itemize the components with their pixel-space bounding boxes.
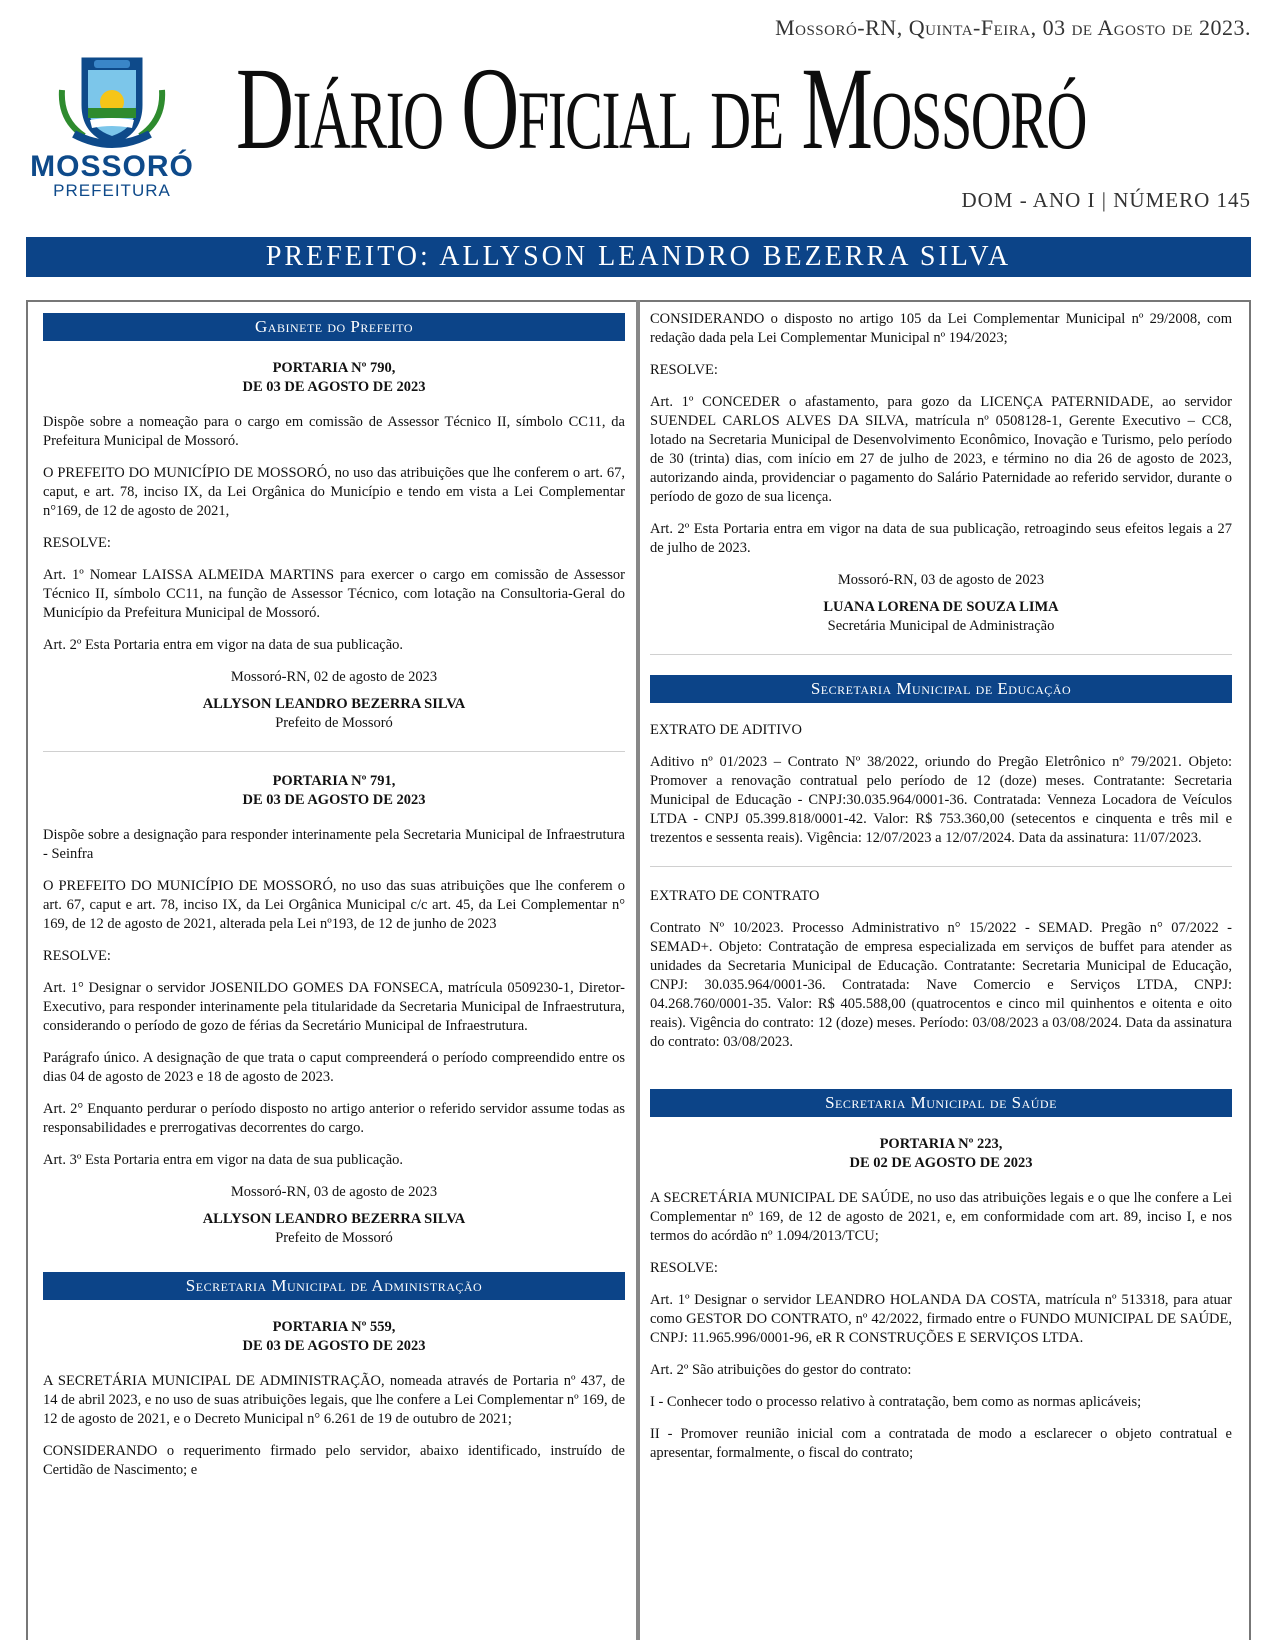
masthead-title: Diário Oficial de Mossoró <box>236 43 1086 174</box>
column-divider <box>636 300 640 1640</box>
portaria-791-role: Prefeito de Mossoró <box>275 1230 393 1246</box>
portaria-559-place-date: Mossoró-RN, 03 de agosto de 2023 <box>837 572 1045 588</box>
portaria-223-item-i: I - Conhecer todo o processo relativo à contratação, bem como as normas aplicáveis; <box>650 1394 1142 1410</box>
extrato-contrato-body: Contrato Nº 10/2023. Processo Administrativo n° 15/2022 - SEMAD. Pregão n° 07/2022 - SEMAD+. Objeto: Contratação de empresa especializada em serviços de buffet para atender as unidades da Secretaria Municipal de Educação. Contratante: Secretaria Municipal de Educação, CNPJ: 30.035.964/0001-36. Contratada: Nave Comercio e Serviços LTDA, CNPJ: 04.268.760/0001-35. Valor: R$ 405.588,00 (quatrocentos e cinco mil quinhentos e oitenta e oito reais). Vigência do contrato: 12 (doze) meses. Período: 03/08/2023 a 03/08/2024. Data da assinatura do contrato: 03/08/2023. <box>650 920 1232 1050</box>
section-header-saude: Secretaria Municipal de Saúde <box>650 1089 1232 1117</box>
portaria-791-place-date: Mossoró-RN, 03 de agosto de 2023 <box>230 1184 438 1200</box>
dateline: Mossoró-RN, Quinta-Feira, 03 de Agosto de 2023. <box>775 15 1251 40</box>
portaria-790-preamble: O PREFEITO DO MUNICÍPIO DE MOSSORÓ, no uso das atribuições que lhe conferem o art. 67, caput, e art. 78, inciso IX, da Lei Orgânica do Município e tendo em vista a Lei Complementar n°169, de 12 de agosto de 2021, <box>43 465 625 519</box>
separator <box>650 866 1232 867</box>
extrato-contrato-title: EXTRATO DE CONTRATO <box>650 888 820 904</box>
section-header-administracao: Secretaria Municipal de Administração <box>43 1272 625 1300</box>
portaria-791-date: DE 03 DE AGOSTO DE 2023 <box>242 792 426 808</box>
portaria-791-signer: ALLYSON LEANDRO BEZERRA SILVA <box>202 1211 466 1227</box>
portaria-223-number: PORTARIA Nº 223, <box>879 1136 1003 1152</box>
portaria-559-considerando-1: CONSIDERANDO o requerimento firmado pelo servidor, abaixo identificado, instruído de Certidão de Nascimento; e <box>43 1443 625 1478</box>
portaria-791-art1: Art. 1° Designar o servidor JOSENILDO GOMES DA FONSECA, matrícula 0509230-1, Diretor-Executivo, para responder interinamente pela titularidade da Secretaria Municipal de Infraestrutura, considerando o período de gozo de férias da Secretário Municipal de Infraestrutura. <box>43 980 625 1034</box>
portaria-790-resolve: RESOLVE: <box>43 535 111 551</box>
separator <box>650 654 1232 655</box>
prefeitura-logo <box>22 50 202 210</box>
portaria-223-date: DE 02 DE AGOSTO DE 2023 <box>849 1155 1033 1171</box>
left-column <box>43 313 625 1493</box>
portaria-559-resolve: RESOLVE: <box>650 362 718 378</box>
mayor-banner: PREFEITO: ALLYSON LEANDRO BEZERRA SILVA <box>26 237 1251 277</box>
section-header-gabinete: Gabinete do Prefeito <box>43 313 625 341</box>
portaria-791-art2: Art. 2° Enquanto perdurar o período disposto no artigo anterior o referido servidor assume todas as responsabilidades e prerrogativas decorrentes do cargo. <box>43 1101 625 1136</box>
portaria-790-art2: Art. 2º Esta Portaria entra em vigor na data de sua publicação. <box>43 637 404 653</box>
portaria-790-role: Prefeito de Mossoró <box>275 715 393 731</box>
masthead-header <box>0 0 1275 300</box>
portaria-790-date: DE 03 DE AGOSTO DE 2023 <box>242 379 426 395</box>
portaria-790-number: PORTARIA Nº 790, <box>272 360 396 376</box>
portaria-791-preamble: O PREFEITO DO MUNICÍPIO DE MOSSORÓ, no uso das suas atribuições que lhe conferem o art. 67, caput e art. 78, inciso IX, da Lei Orgânica Municipal c/c art. 45, da Lei Complementar n° 169, de 12 de agosto de 2021, alterada pela Lei nº193, de 12 de junho de 2023 <box>43 878 625 932</box>
portaria-223-art2: Art. 2º São atribuições do gestor do contrato: <box>650 1362 912 1378</box>
section-header-educacao: Secretaria Municipal de Educação <box>650 675 1232 703</box>
extrato-aditivo-title: EXTRATO DE ADITIVO <box>650 722 802 738</box>
portaria-223-item-ii: II - Promover reunião inicial com a contratada de modo a esclarecer o objeto contratual e apresentar, formalmente, o fiscal do contrato; <box>650 1426 1232 1461</box>
portaria-559-considerando-2: CONSIDERANDO o disposto no artigo 105 da Lei Complementar Municipal nº 29/2008, com redação dada pela Lei Complementar Municipal nº 194/2023; <box>650 311 1232 346</box>
portaria-559-art2: Art. 2º Esta Portaria entra em vigor na data de sua publicação, retroagindo seus efeitos legais a 27 de julho de 2023. <box>650 521 1232 556</box>
portaria-223-resolve: RESOLVE: <box>650 1260 718 1276</box>
portaria-559-art1: Art. 1º CONCEDER o afastamento, para gozo da LICENÇA PATERNIDADE, ao servidor SUENDEL CARLOS ALVES DA SILVA, matrícula nº 0508128-1, Gerente Executivo – CC8, lotado na Secretaria Municipal de Desenvolvimento Econômico, Inovação e Turismo, pelo período de 30 (trinta) dias, com início em 27 de julho de 2023, e término no dia 26 de agosto de 2023, autorizando ainda, providenciar o pagamento do Salário Paternidade ao referido servidor, durante o período de gozo de sua licença. <box>650 394 1232 505</box>
issue-number: DOM - ANO I | NÚMERO 145 <box>961 188 1251 212</box>
portaria-790-art1: Art. 1º Nomear LAISSA ALMEIDA MARTINS para exercer o cargo em comissão de Assessor Técnico II, símbolo CC11, na função de Assessor Técnico, com lotação na Consultoria-Geral do Município da Prefeitura Municipal de Mossoró. <box>43 567 625 621</box>
portaria-223-preamble: A SECRETÁRIA MUNICIPAL DE SAÚDE, no uso das atribuições legais e o que lhe confere a Lei Complementar nº 169, de 12 de agosto de 2021, e, em conformidade com art. 89, inciso I, e nos termos do acórdão nº 1.094/2013/TCU; <box>650 1190 1232 1244</box>
portaria-791-resolve: RESOLVE: <box>43 948 111 964</box>
separator <box>43 751 625 752</box>
right-column <box>650 310 1232 1476</box>
portaria-790-place-date: Mossoró-RN, 02 de agosto de 2023 <box>230 669 438 685</box>
portaria-790-ementa: Dispõe sobre a nomeação para o cargo em comissão de Assessor Técnico II, símbolo CC11, da Prefeitura Municipal de Mossoró. <box>43 414 625 449</box>
logo-subtitle: PREFEITURA <box>53 181 171 200</box>
portaria-559-signer: LUANA LORENA DE SOUZA LIMA <box>823 599 1059 615</box>
portaria-223-art1: Art. 1º Designar o servidor LEANDRO HOLANDA DA COSTA, matrícula nº 513318, para atuar como GESTOR DO CONTRATO, nº 42/2022, firmado entre o FUNDO MUNICIPAL DE SAÚDE, CNPJ: 11.965.996/0001-96, eR R CONSTRUÇÕES E SERVIÇOS LTDA. <box>650 1292 1232 1346</box>
logo-city-name: MOSSORÓ <box>30 150 194 183</box>
portaria-559-preamble: A SECRETÁRIA MUNICIPAL DE ADMINISTRAÇÃO, nomeada através de Portaria nº 437, de 14 de abril 2023, e no uso de suas atribuições legais, que lhe confere a Lei Complementar nº 169, de 12 de agosto de 2021, e o Decreto Municipal n° 6.261 de 19 de outubro de 2021; <box>43 1373 625 1427</box>
portaria-559-date: DE 03 DE AGOSTO DE 2023 <box>242 1338 426 1354</box>
extrato-aditivo-body: Aditivo nº 01/2023 – Contrato Nº 38/2022, oriundo do Pregão Eletrônico nº 79/2021. Objeto: Promover a renovação contratual pelo período de 12 (doze) meses. Contratante: Secretaria Municipal de Educação - CNPJ:30.035.964/0001-36. Contratada: Venneza Locadora de Veículos LTDA - CNPJ 05.399.818/0001-42. Valor: R$ 753.360,00 (setecentos e cinquenta e três mil e trezentos e sessenta reais). Vigência: 12/07/2023 a 12/07/2024. Data da assinatura: 11/07/2023. <box>650 754 1232 846</box>
portaria-559-role: Secretária Municipal de Administração <box>827 618 1055 634</box>
portaria-791-paragraph: Parágrafo único. A designação de que trata o caput compreenderá o período compreendido entre os dias 04 de agosto de 2023 e 18 de agosto de 2023. <box>43 1050 625 1085</box>
portaria-790-signer: ALLYSON LEANDRO BEZERRA SILVA <box>202 696 466 712</box>
portaria-791-ementa: Dispõe sobre a designação para responder interinamente pela Secretaria Municipal de Infraestrutura - Seinfra <box>43 827 625 862</box>
portaria-791-art3: Art. 3º Esta Portaria entra em vigor na data de sua publicação. <box>43 1152 404 1168</box>
coat-of-arms-icon <box>54 50 170 150</box>
portaria-559-number: PORTARIA Nº 559, <box>272 1319 396 1335</box>
portaria-791-number: PORTARIA Nº 791, <box>272 773 396 789</box>
